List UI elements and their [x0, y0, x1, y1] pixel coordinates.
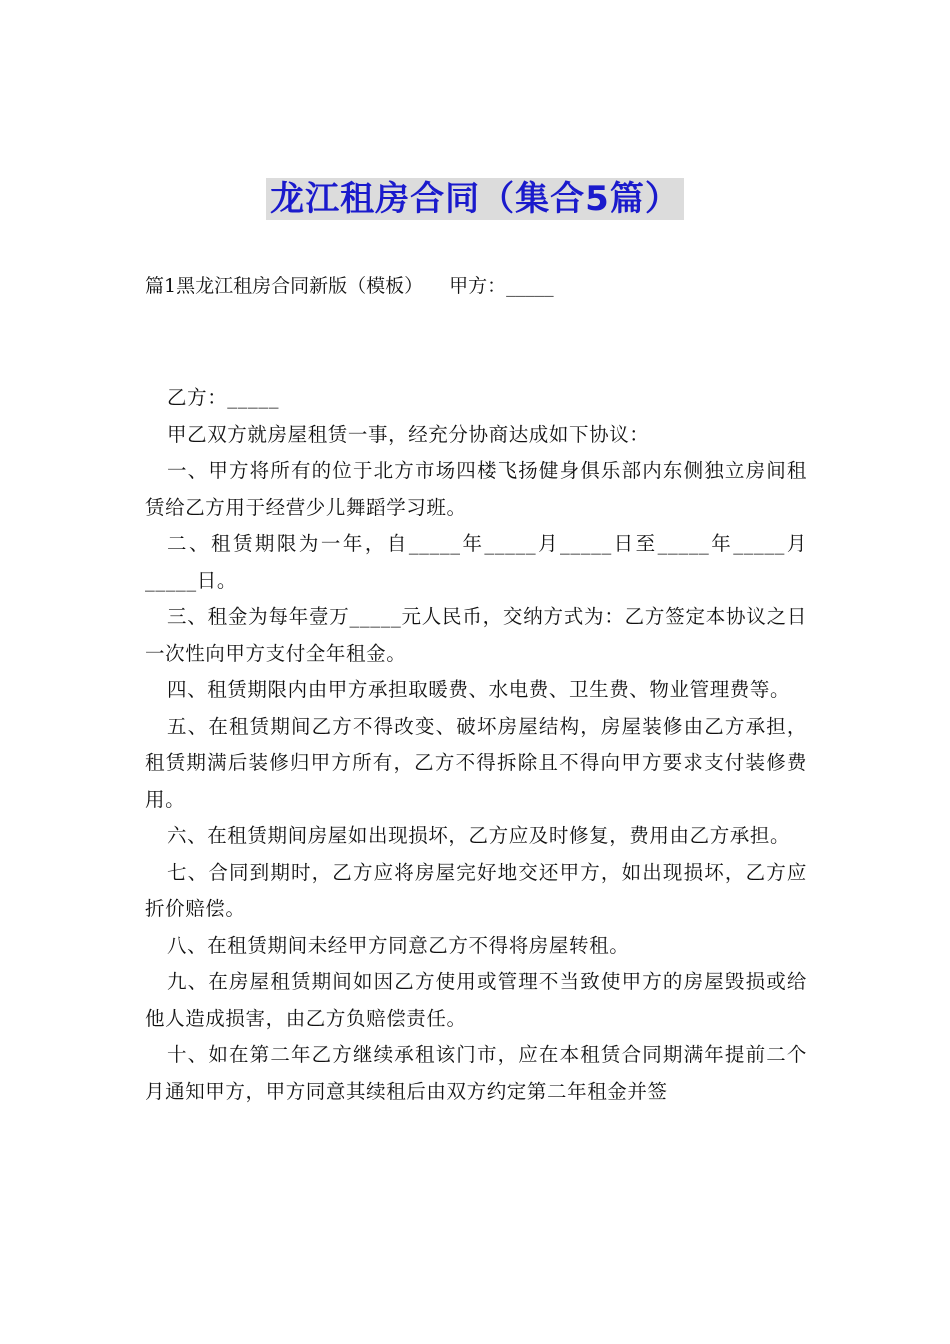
- clause-2: 二、租赁期限为一年，自_____年_____月_____日至_____年_____月_____日。: [145, 532, 807, 592]
- clause-9: 九、在房屋租赁期间如因乙方使用或管理不当致使甲方的房屋毁损或给他人造成损害，由乙方负赔偿责任。: [145, 970, 807, 1030]
- clause-8: 八、在租赁期间未经甲方同意乙方不得将房屋转租。: [167, 933, 630, 957]
- contract-body: [145, 380, 807, 1110]
- clause-1: 一、甲方将所有的位于北方市场四楼飞扬健身俱乐部内东侧独立房间租赁给乙方用于经营少儿舞蹈学习班。: [145, 459, 807, 519]
- clause-5: 五、在租赁期间乙方不得改变、破坏房屋结构，房屋装修由乙方承担，租赁期满后装修归甲方所有，乙方不得拆除且不得向甲方要求支付装修费用。: [145, 714, 807, 811]
- document-title: 龙江租房合同（集合5篇）: [266, 178, 684, 220]
- party-a-line: 甲方：_____: [449, 275, 554, 297]
- party-b-line: 乙方：_____: [167, 386, 280, 409]
- clause-4: 四、租赁期限内由甲方承担取暖费、水电费、卫生费、物业管理费等。: [167, 678, 791, 701]
- section-heading: [145, 272, 554, 300]
- title-container: [0, 178, 950, 220]
- clause-10: 十、如在第二年乙方继续承租该门市，应在本租赁合同期满年提前二个月通知甲方，甲方同意其续租后由双方约定第二年租金并签: [145, 1043, 807, 1103]
- clause-3: 三、租金为每年壹万_____元人民币，交纳方式为：乙方签定本协议之日一次性向甲方支付全年租金。: [145, 605, 807, 665]
- section-title: 篇1黑龙江租房合同新版（模板）: [145, 275, 424, 297]
- clause-7: 七、合同到期时，乙方应将房屋完好地交还甲方，如出现损坏，乙方应折价赔偿。: [145, 860, 807, 920]
- agreement-intro: 甲乙双方就房屋租赁一事，经充分协商达成如下协议：: [167, 422, 650, 446]
- clause-6: 六、在租赁期间房屋如出现损坏，乙方应及时修复，费用由乙方承担。: [167, 824, 791, 847]
